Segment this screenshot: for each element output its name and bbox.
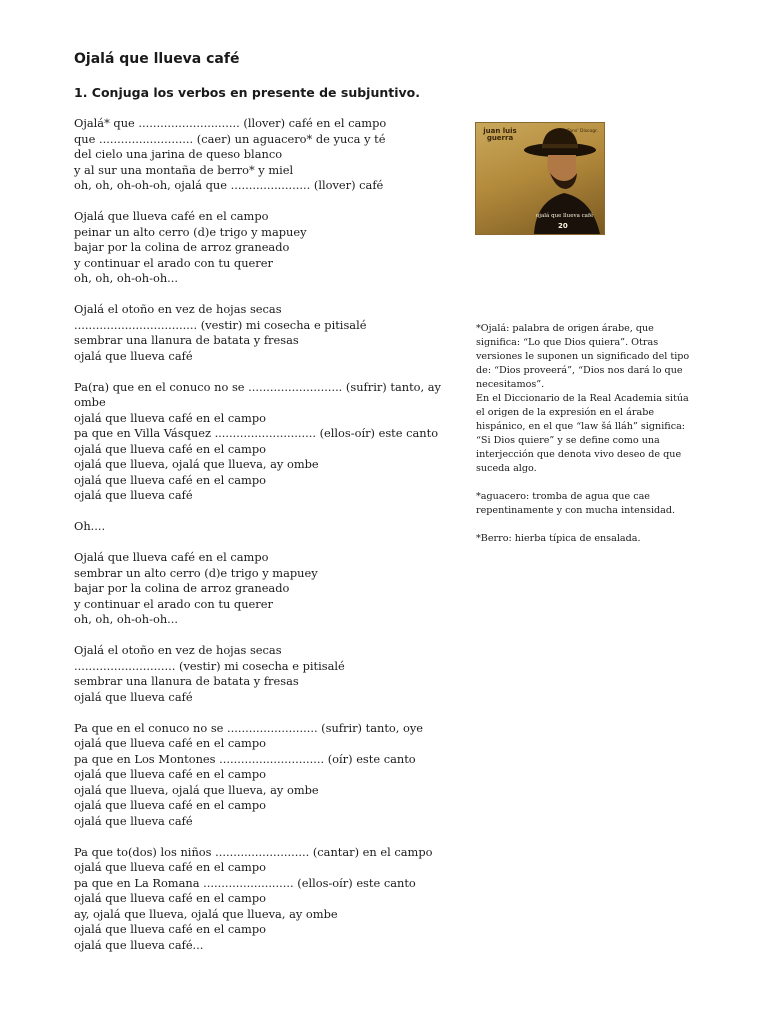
lyric-line: Pa que to(dos) los niños .......................... (cantar) en el campo	[74, 844, 433, 859]
glossary-note: *aguacero: tromba de agua que cae repentinamente y con mucha intensidad.	[476, 491, 676, 516]
lyric-line: ojalá que llueva café en el campo	[74, 922, 267, 936]
lyric-line: Ojalá* que ............................ (llover) café en el campo	[74, 116, 387, 130]
lyric-line: ojalá que llueva café en el campo	[74, 860, 267, 874]
lyric-line: oh, oh, oh-oh-oh...	[74, 612, 179, 626]
glossary-note: *Berro: hierba típica de ensalada.	[476, 533, 641, 544]
lyric-line: y al sur una montaña de berro* y miel	[74, 162, 294, 177]
lyric-line: ojalá que llueva, ojalá que llueva, ay ombe	[74, 457, 319, 471]
lyric-line: Pa(ra) que en el conuco no se .......................... (sufrir) tanto, ay ombe	[74, 379, 441, 409]
lyric-line: ojalá que llueva café en el campo	[74, 767, 267, 781]
lyric-line: ............................ (vestir) mi cosecha e pitisalé	[74, 658, 345, 673]
lyric-line: Ojalá el otoño en vez de hojas secas	[74, 643, 282, 657]
song-lyrics	[74, 116, 454, 969]
lyric-line: ojalá que llueva café...	[74, 937, 204, 952]
lyric-line: ojalá que llueva café en el campo	[74, 736, 267, 750]
lyric-line: pa que en La Romana ......................... (ellos-oír) este canto	[74, 875, 416, 890]
lyric-line: sembrar un alto cerro (d)e trigo y mapuey	[74, 565, 318, 580]
lyric-line: Oh....	[74, 519, 106, 533]
lyric-line: ojalá que llueva café en el campo	[74, 410, 267, 425]
lyrics-stanza	[74, 380, 454, 504]
glossary-notes	[476, 322, 694, 560]
album-cover	[475, 122, 605, 235]
glossary-note: *Ojalá: palabra de origen árabe, que significa: “Lo que Dios quiera”. Otras versiones le suponen un significado del tipo de: “Dios proveerá”, “Dios nos dará lo que necesitamos”.	[476, 323, 690, 390]
lyric-line: y continuar el arado con tu querer	[74, 596, 273, 611]
lyric-line: pa que en Villa Vásquez ............................ (ellos-oír) este canto	[74, 426, 439, 440]
lyric-line: sembrar una llanura de batata y fresas	[74, 333, 299, 347]
lyric-line: ojalá que llueva café	[74, 348, 193, 363]
lyric-line: Ojalá que llueva café en el campo	[74, 209, 269, 223]
cover-number: 20	[558, 222, 568, 230]
lyric-line: bajar por la colina de arroz graneado	[74, 240, 290, 254]
lyric-line: ojalá que llueva café en el campo	[74, 472, 267, 487]
lyrics-stanza	[74, 116, 454, 194]
cover-corner-text: Fans' Discogr.	[567, 129, 598, 134]
lyric-line: .................................. (vestir) mi cosecha e pitisalé	[74, 317, 367, 332]
lyric-line: ojalá que llueva, ojalá que llueva, ay ombe	[74, 782, 319, 797]
lyrics-stanza	[74, 643, 454, 705]
lyric-line: Pa que en el conuco no se ......................... (sufrir) tanto, oye	[74, 720, 424, 735]
cover-album-title: ojalá que llueva café	[536, 213, 594, 219]
lyrics-stanza	[74, 209, 454, 287]
lyric-line: ojalá que llueva café en el campo	[74, 798, 267, 812]
lyrics-stanza	[74, 519, 454, 535]
lyric-line: sembrar una llanura de batata y fresas	[74, 674, 299, 688]
lyric-line: ojalá que llueva café	[74, 488, 193, 502]
lyric-line: ojalá que llueva café en el campo	[74, 441, 267, 456]
lyric-line: ojalá que llueva café en el campo	[74, 891, 267, 905]
lyrics-stanza	[74, 550, 454, 628]
lyric-line: que .......................... (caer) un aguacero* de yuca y té	[74, 131, 386, 146]
cover-artist-name: juan luis guerra	[483, 127, 517, 142]
lyric-line: Ojalá el otoño en vez de hojas secas	[74, 302, 282, 316]
lyrics-stanza	[74, 302, 454, 364]
lyric-line: ay, ojalá que llueva, ojalá que llueva, ay ombe	[74, 906, 338, 921]
lyric-line: ojalá que llueva café	[74, 813, 193, 828]
lyric-line: ojalá que llueva café	[74, 689, 193, 704]
lyric-line: oh, oh, oh-oh-oh...	[74, 271, 179, 285]
lyric-line: pa que en Los Montones ............................. (oír) este canto	[74, 751, 416, 766]
lyric-line: oh, oh, oh-oh-oh, ojalá que ...................... (llover) café	[74, 178, 384, 192]
glossary-note: En el Diccionario de la Real Academia sitúa el origen de la expresión en el árabe hispánico, en el que “law šá lláh” significa: “Si Dios quiere” y se define como una interjección que denota vivo deseo de que suceda algo.	[476, 393, 689, 474]
page-title: Ojalá que llueva café	[74, 51, 240, 67]
lyric-line: peinar un alto cerro (d)e trigo y mapuey	[74, 224, 307, 239]
lyrics-stanza	[74, 721, 454, 830]
lyric-line: Ojalá que llueva café en el campo	[74, 550, 269, 564]
exercise-instruction: 1. Conjuga los verbos en presente de subjuntivo.	[74, 85, 420, 100]
lyric-line: y continuar el arado con tu querer	[74, 255, 273, 270]
lyric-line: del cielo una jarina de queso blanco	[74, 147, 283, 161]
lyrics-stanza	[74, 845, 454, 954]
lyric-line: bajar por la colina de arroz graneado	[74, 581, 290, 595]
